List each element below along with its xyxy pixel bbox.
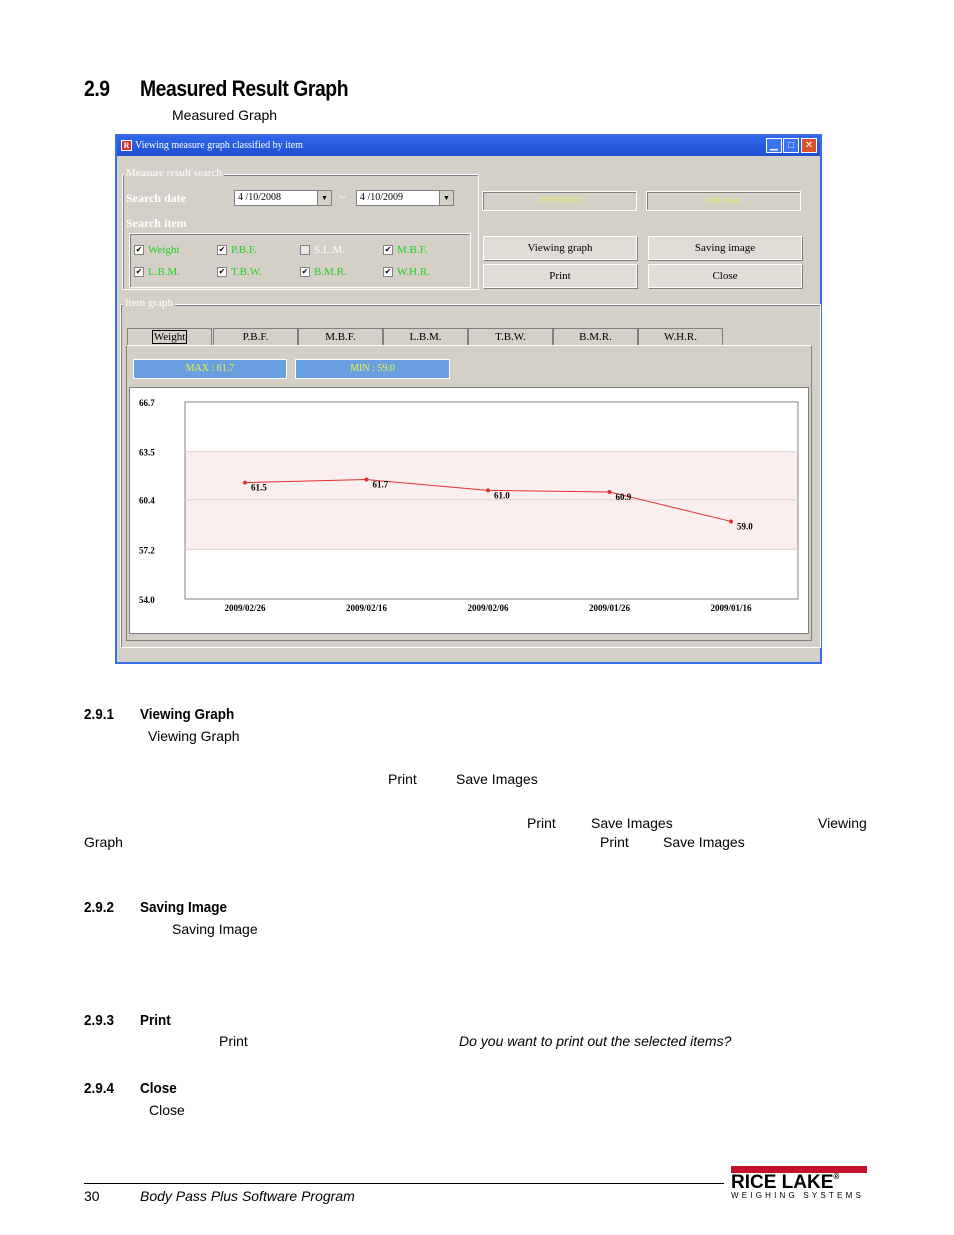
weight-line-chart bbox=[130, 388, 808, 633]
viewing-graph-button[interactable]: Viewing graph bbox=[483, 236, 637, 260]
section-title: Measured Result Graph bbox=[140, 76, 349, 101]
x-tick-label: 2009/01/16 bbox=[710, 603, 752, 613]
term-save-images: Save Images bbox=[456, 771, 538, 787]
term-print: Print bbox=[600, 834, 629, 850]
saving-image-button[interactable]: Saving image bbox=[648, 236, 802, 260]
window-title: Viewing measure graph classified by item bbox=[135, 140, 303, 151]
brand-name: RICE LAKE bbox=[731, 1172, 834, 1193]
section-number: 2.9 bbox=[84, 76, 110, 101]
term-close: Close bbox=[149, 1102, 185, 1118]
checkbox-mbf[interactable] bbox=[383, 244, 428, 256]
window-titlebar bbox=[117, 136, 820, 156]
min-badge: MIN : 59.0 bbox=[295, 359, 450, 379]
checkbox-slm[interactable] bbox=[300, 244, 345, 256]
term-graph: Graph bbox=[84, 834, 123, 850]
checkbox-label: M.B.F. bbox=[397, 244, 428, 257]
data-point bbox=[608, 490, 612, 494]
checkbox-label: S.L.M. bbox=[314, 244, 345, 257]
print-button[interactable]: Print bbox=[483, 264, 637, 288]
checkbox-label: L.B.M. bbox=[148, 266, 181, 279]
chevron-down-icon[interactable]: ▼ bbox=[439, 191, 453, 205]
data-label: 61.7 bbox=[372, 479, 389, 490]
subsection-title: Close bbox=[140, 1080, 177, 1097]
graph-window bbox=[115, 134, 822, 664]
checkbox-label: B.M.R. bbox=[314, 266, 347, 279]
date-to-combo[interactable] bbox=[356, 190, 454, 206]
checkbox-tbw[interactable] bbox=[217, 266, 262, 278]
term-print: Print bbox=[219, 1033, 248, 1049]
y-tick-label: 60.4 bbox=[139, 495, 155, 506]
checkbox-bmr[interactable] bbox=[300, 266, 347, 278]
checkbox-label: W.H.R. bbox=[397, 266, 430, 279]
chevron-down-icon[interactable]: ▼ bbox=[317, 191, 331, 205]
close-icon[interactable]: ✕ bbox=[801, 138, 817, 153]
brand-subtitle: WEIGHING SYSTEMS bbox=[731, 1191, 864, 1200]
items-box bbox=[129, 233, 471, 288]
data-point bbox=[365, 478, 369, 482]
date-to-value: 4 /10/2009 bbox=[360, 192, 404, 203]
maximize-icon[interactable]: □ bbox=[783, 138, 799, 153]
checkbox-whr[interactable] bbox=[383, 266, 430, 278]
checkbox-label: Weight bbox=[148, 244, 180, 257]
subsection-number: 2.9.3 bbox=[84, 1012, 115, 1029]
item-graph-label: Item graph bbox=[125, 297, 173, 309]
registered-mark: ® bbox=[833, 1172, 840, 1181]
x-tick-label: 2009/02/26 bbox=[224, 603, 266, 613]
checkbox-mark bbox=[300, 245, 310, 255]
checkbox-label: P.B.F. bbox=[231, 244, 257, 257]
date-range-separator: ~ bbox=[339, 190, 346, 204]
term-save-images: Save Images bbox=[591, 815, 673, 831]
checkbox-mark: ✔ bbox=[135, 267, 143, 277]
checkbox-mark: ✔ bbox=[384, 245, 392, 255]
term-viewing-graph: Viewing Graph bbox=[148, 728, 240, 744]
subsection-title: Saving Image bbox=[140, 899, 228, 916]
date-from-combo[interactable] bbox=[234, 190, 332, 206]
checkbox-mark: ✔ bbox=[135, 245, 143, 255]
term-save-images: Save Images bbox=[663, 834, 745, 850]
search-item-label: Search item bbox=[126, 216, 187, 230]
tab-whr[interactable]: W.H.R. bbox=[638, 328, 723, 346]
tab-label: Weight bbox=[153, 331, 186, 343]
subsection-title: Viewing Graph bbox=[140, 706, 235, 723]
x-tick-label: 2009/02/16 bbox=[345, 603, 388, 613]
tab-tbw[interactable]: T.B.W. bbox=[468, 328, 553, 346]
tab-lbm[interactable]: L.B.M. bbox=[383, 328, 468, 346]
data-point bbox=[243, 481, 247, 485]
checkbox-pbf[interactable] bbox=[217, 244, 257, 256]
tab-pbf[interactable]: P.B.F. bbox=[213, 328, 298, 346]
doc-title: Body Pass Plus Software Program bbox=[140, 1188, 355, 1204]
search-group-label: Measure result search bbox=[126, 167, 222, 179]
subsection-number: 2.9.4 bbox=[84, 1080, 115, 1097]
tab-bmr[interactable]: B.M.R. bbox=[553, 328, 638, 346]
page-number: 30 bbox=[84, 1188, 100, 1204]
app-icon: R bbox=[121, 140, 132, 151]
data-label: 61.5 bbox=[251, 482, 267, 493]
subsection-title: Print bbox=[140, 1012, 171, 1029]
data-point bbox=[486, 488, 490, 492]
checkbox-lbm[interactable] bbox=[134, 266, 180, 278]
data-label: 59.0 bbox=[737, 521, 753, 532]
user-name-field: edu man bbox=[646, 191, 801, 211]
plot-band bbox=[185, 452, 798, 550]
term-print: Print bbox=[527, 815, 556, 831]
minimize-icon[interactable]: ▁ bbox=[766, 138, 782, 153]
close-button[interactable]: Close bbox=[648, 264, 802, 288]
footer-rule bbox=[84, 1183, 724, 1184]
x-tick-label: 2009/01/26 bbox=[588, 603, 631, 613]
subsection-number: 2.9.1 bbox=[84, 706, 115, 723]
checkbox-label: T.B.W. bbox=[231, 266, 262, 279]
intro-term: Measured Graph bbox=[172, 107, 278, 123]
date-from-value: 4 /10/2008 bbox=[238, 192, 282, 203]
term-saving-image: Saving Image bbox=[172, 921, 258, 937]
term-print: Print bbox=[388, 771, 417, 787]
x-tick-label: 2009/02/06 bbox=[467, 603, 509, 613]
y-tick-label: 63.5 bbox=[139, 447, 155, 458]
subsection-number: 2.9.2 bbox=[84, 899, 115, 916]
max-badge: MAX : 61.7 bbox=[133, 359, 287, 379]
print-prompt-quote: Do you want to print out the selected items? bbox=[459, 1033, 732, 1049]
checkbox-mark: ✔ bbox=[218, 245, 226, 255]
data-label: 60.9 bbox=[615, 491, 632, 502]
data-point bbox=[729, 519, 733, 523]
tab-weight[interactable] bbox=[127, 328, 212, 346]
y-tick-label: 66.7 bbox=[139, 398, 155, 408]
user-id-field: 200904103 bbox=[482, 191, 637, 211]
search-date-label: Search date bbox=[126, 191, 187, 205]
y-tick-label: 57.2 bbox=[139, 545, 155, 556]
y-tick-label: 54.0 bbox=[139, 595, 155, 605]
term-viewing: Viewing bbox=[818, 815, 867, 831]
checkbox-mark: ✔ bbox=[384, 267, 392, 277]
chart-area bbox=[129, 387, 809, 634]
data-label: 61.0 bbox=[494, 490, 510, 501]
checkbox-mark: ✔ bbox=[301, 267, 309, 277]
checkbox-mark: ✔ bbox=[218, 267, 226, 277]
tab-mbf[interactable]: M.B.F. bbox=[298, 328, 383, 346]
checkbox-weight[interactable] bbox=[134, 244, 180, 256]
